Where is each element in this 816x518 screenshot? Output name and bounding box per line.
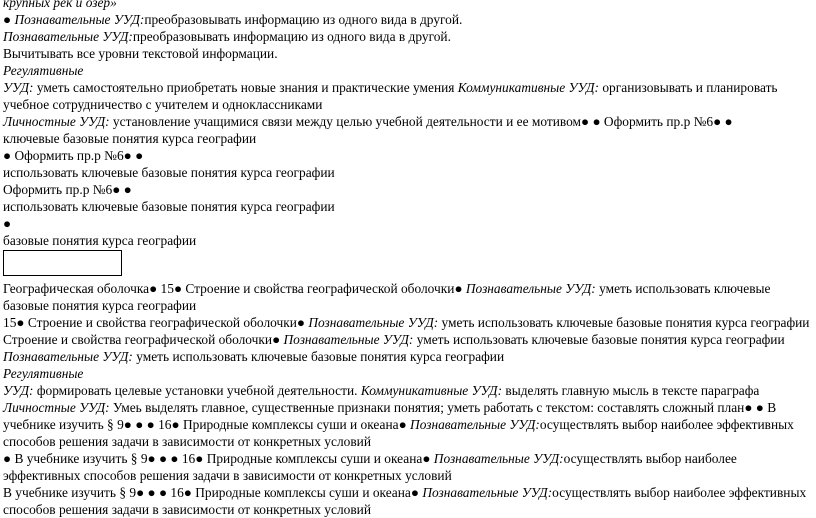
bullets: ● ● ●	[136, 485, 168, 500]
paragraph-text: уметь использовать ключевые базовые понятия курса географии	[438, 315, 810, 330]
empty-image-frame	[3, 250, 122, 276]
paragraph-cognitive-1	[3, 11, 811, 28]
paragraph-bullet: ●	[3, 216, 12, 231]
paragraph-regulatory-2	[3, 365, 811, 399]
paragraph-text: 15	[157, 281, 174, 296]
bullets: ● ●	[112, 182, 132, 197]
paragraph-text: Оформить пр.р №6	[3, 182, 113, 197]
paragraph-use-concepts-2: использовать ключевые базовые понятия курса географии	[3, 199, 335, 214]
paragraph-textbook-2	[3, 484, 811, 518]
paragraph-text: Строение и свойства географической оболочки	[24, 315, 297, 330]
paragraph-text: Строение и свойства географической оболочки	[3, 332, 273, 347]
label-cognitive: Познавательные УУД:	[304, 315, 439, 330]
label-personal: Личностные УУД:	[3, 114, 110, 129]
paragraph-text: Природные комплексы суши и океана	[203, 451, 423, 466]
paragraph-practical-1	[3, 147, 811, 164]
paragraph-regulatory-1	[3, 62, 811, 113]
label-communicative: Коммуникативные УУД:	[457, 80, 600, 95]
paragraph-text: 15	[3, 315, 17, 330]
bullets: ● ● ●	[147, 451, 179, 466]
bullet: ●	[272, 332, 281, 347]
label-cognitive: Познавательные УУД:	[3, 349, 133, 364]
paragraph-personal-1	[3, 113, 811, 130]
paragraph-text: осуществлять выбор наиболее эффективных способов решения задачи в зависимости от конкретных условий	[3, 485, 807, 517]
bullet: ●	[296, 315, 305, 330]
paragraph-cognitive-3	[3, 348, 811, 365]
bullet: ●	[173, 281, 183, 296]
paragraph-use-concepts-1: использовать ключевые базовые понятия курса географии	[3, 165, 335, 180]
paragraph-key-concepts: ключевые базовые понятия курса географии	[3, 131, 257, 146]
bullets: ● ●	[713, 114, 733, 129]
paragraph-text: уметь использовать ключевые базовые понятия курса географии	[132, 349, 505, 364]
label-cognitive: Познавательные УУД:	[462, 281, 596, 296]
paragraph-text: В учебнике изучить § 9	[11, 451, 148, 466]
bullet: ●	[3, 148, 12, 163]
paragraph-text: уметь использовать ключевые базовые понятия курса географии	[413, 332, 785, 347]
paragraph-reading: Вычитывать все уровни текстовой информации.	[3, 46, 278, 61]
paragraph-text: 16	[154, 417, 172, 432]
paragraph-text: 16	[178, 451, 196, 466]
paragraph-text: Географическая оболочка	[3, 281, 150, 296]
paragraph-text: В учебнике изучить § 9	[3, 400, 777, 432]
label-uud: УУД:	[3, 383, 34, 398]
paragraph-text: Природные комплексы суши и океана	[191, 485, 411, 500]
label-cognitive: Познавательные УУД:	[14, 12, 145, 27]
paragraph-personal-2	[3, 399, 811, 450]
paragraph-geo-shell-3	[3, 331, 811, 348]
paragraph-text: Оформить пр.р №6	[600, 114, 714, 129]
bullets: ● ●	[123, 148, 144, 163]
bullet: ●	[3, 12, 12, 27]
label-uud: УУД:	[3, 80, 34, 95]
bullet: ●	[398, 417, 407, 432]
bullet: ●	[171, 417, 180, 432]
paragraph-text: уметь использовать ключевые базовые понятия курса географии	[3, 281, 771, 313]
paragraph-text: установление учащимися связи между целью учебной деятельности и ее мотивом	[109, 114, 582, 129]
paragraph-cognitive-2	[3, 28, 811, 45]
label-cognitive: Познавательные УУД:	[430, 451, 564, 466]
label-cognitive: Познавательные УУД:	[280, 332, 414, 347]
bullets: ● ●	[744, 400, 764, 415]
paragraph-basic-concepts: базовые понятия курса географии	[3, 233, 197, 248]
label-cognitive: Познавательные УУД:	[3, 29, 133, 44]
bullet: ●	[410, 485, 419, 500]
bullet: ●	[3, 451, 12, 466]
paragraph-text: организовывать и планировать учебное сотрудничество с учителем и одноклассниками	[3, 80, 778, 112]
paragraph-practical-2	[3, 181, 811, 198]
bullet: ●	[195, 451, 204, 466]
section-title: крупных рек и озер»	[3, 0, 117, 10]
paragraph-text: Природные комплексы суши и океана	[179, 417, 399, 432]
paragraph-text: преобразовывать информацию из одного вида в другой.	[132, 29, 451, 44]
paragraph-text: Оформить пр.р №6	[11, 148, 124, 163]
paragraph-text: осуществлять выбор наиболее эффективных способов решения задачи в зависимости от конкретных условий	[3, 417, 794, 449]
label-cognitive: Познавательные УУД:	[406, 417, 540, 432]
paragraph-geo-shell-2	[3, 314, 811, 331]
paragraph-text: Строение и свойства географической оболочки	[182, 281, 455, 296]
paragraph-text: выделять главную мысль в тексте параграфа	[502, 383, 760, 398]
label-regulatory: Регулятивные	[3, 63, 84, 78]
paragraph-text: В учебнике изучить § 9	[3, 485, 137, 500]
paragraph-textbook-1	[3, 450, 811, 484]
bullets: ● ●	[581, 114, 601, 129]
paragraph-text: уметь самостоятельно приобретать новые знания и практические умения	[33, 80, 458, 95]
bullet: ●	[149, 281, 158, 296]
bullets: ● ● ●	[123, 417, 155, 432]
paragraph-text: преобразовывать информацию из одного вида в другой.	[144, 12, 463, 27]
label-regulatory: Регулятивные	[3, 366, 84, 381]
paragraph-text: 16	[167, 485, 184, 500]
bullet: ●	[422, 451, 431, 466]
label-communicative: Коммуникативные УУД:	[360, 383, 503, 398]
paragraph-text: формировать целевые установки учебной деятельности.	[33, 383, 361, 398]
paragraph-geo-shell-1	[3, 280, 811, 314]
paragraph-text: осуществлять выбор наиболее эффективных способов решения задачи в зависимости от конкретных условий	[3, 451, 737, 483]
bullet: ●	[454, 281, 463, 296]
bullet: ●	[16, 315, 25, 330]
bullet: ●	[183, 485, 192, 500]
label-cognitive: Познавательные УУД:	[418, 485, 553, 500]
document-body	[3, 0, 811, 518]
label-personal: Личностные УУД:	[3, 400, 110, 415]
paragraph-text: Умеь выделять главное, существенные признаки понятия; уметь работать с текстом: составлять сложный план	[109, 400, 745, 415]
